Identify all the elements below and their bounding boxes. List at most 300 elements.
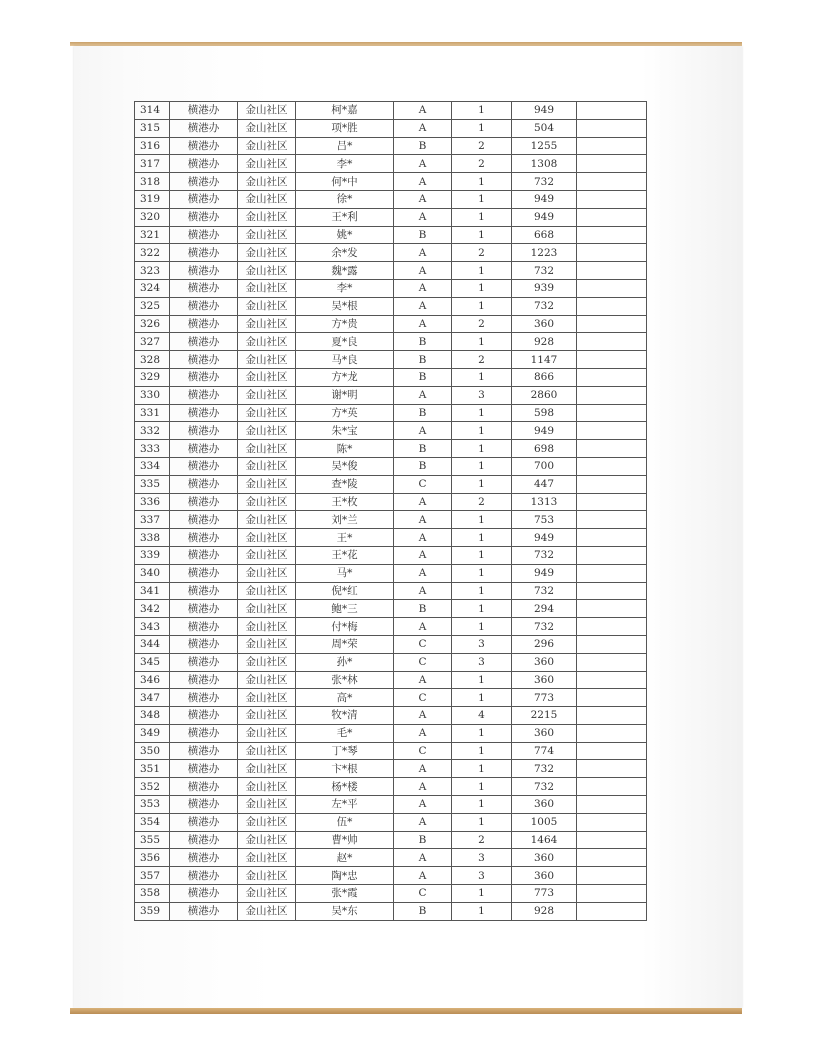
name-cell: 周*荣 [296,635,394,653]
office-cell: 横港办 [170,902,238,920]
class-cell: A [394,546,452,564]
office-cell: 横港办 [170,831,238,849]
count-cell: 1 [452,546,512,564]
office-cell: 横港办 [170,671,238,689]
office-cell: 横港办 [170,262,238,280]
community-cell: 金山社区 [238,742,296,760]
count-cell: 1 [452,262,512,280]
office-cell: 横港办 [170,208,238,226]
community-cell: 金山社区 [238,208,296,226]
office-cell: 横港办 [170,102,238,120]
row-number: 327 [135,333,170,351]
count-cell: 1 [452,742,512,760]
count-cell: 1 [452,297,512,315]
table-row [135,831,647,849]
amount-cell: 732 [512,618,577,636]
office-cell: 横港办 [170,742,238,760]
note-cell [577,546,647,564]
amount-cell: 773 [512,689,577,707]
background [0,0,816,44]
note-cell [577,529,647,547]
class-cell: A [394,813,452,831]
office-cell: 横港办 [170,564,238,582]
community-cell: 金山社区 [238,262,296,280]
class-cell: B [394,831,452,849]
row-number: 324 [135,279,170,297]
name-cell: 王*利 [296,208,394,226]
amount-cell: 1464 [512,831,577,849]
row-number: 315 [135,119,170,137]
note-cell [577,297,647,315]
table-row [135,849,647,867]
name-cell: 李* [296,155,394,173]
row-number: 323 [135,262,170,280]
count-cell: 1 [452,511,512,529]
name-cell: 柯*嘉 [296,102,394,120]
table-row [135,404,647,422]
community-cell: 金山社区 [238,297,296,315]
row-number: 329 [135,368,170,386]
table-row [135,493,647,511]
count-cell: 1 [452,618,512,636]
table-row [135,582,647,600]
name-cell: 鲍*三 [296,600,394,618]
count-cell: 1 [452,404,512,422]
count-cell: 1 [452,724,512,742]
table-row [135,529,647,547]
name-cell: 方*龙 [296,368,394,386]
table-row [135,440,647,458]
name-cell: 徐* [296,190,394,208]
count-cell: 2 [452,831,512,849]
office-cell: 横港办 [170,368,238,386]
name-cell: 毛* [296,724,394,742]
name-cell: 张*霞 [296,885,394,903]
office-cell: 横港办 [170,635,238,653]
count-cell: 1 [452,119,512,137]
count-cell: 3 [452,653,512,671]
community-cell: 金山社区 [238,404,296,422]
office-cell: 横港办 [170,653,238,671]
note-cell [577,635,647,653]
community-cell: 金山社区 [238,582,296,600]
name-cell: 倪*红 [296,582,394,600]
community-cell: 金山社区 [238,119,296,137]
row-number: 330 [135,386,170,404]
amount-cell: 447 [512,475,577,493]
community-cell: 金山社区 [238,600,296,618]
table-row [135,351,647,369]
community-cell: 金山社区 [238,244,296,262]
class-cell: B [394,226,452,244]
row-number: 333 [135,440,170,458]
name-cell: 刘*兰 [296,511,394,529]
row-number: 357 [135,867,170,885]
name-cell: 陶*忠 [296,867,394,885]
amount-cell: 928 [512,902,577,920]
community-cell: 金山社区 [238,475,296,493]
note-cell [577,600,647,618]
table-row [135,333,647,351]
table-row [135,457,647,475]
row-number: 325 [135,297,170,315]
note-cell [577,226,647,244]
note-cell [577,618,647,636]
amount-cell: 949 [512,190,577,208]
table-row [135,386,647,404]
class-cell: A [394,297,452,315]
row-number: 338 [135,529,170,547]
row-number: 353 [135,796,170,814]
community-cell: 金山社区 [238,457,296,475]
count-cell: 2 [452,493,512,511]
table-row [135,885,647,903]
note-cell [577,724,647,742]
count-cell: 1 [452,208,512,226]
table-row [135,778,647,796]
count-cell: 3 [452,849,512,867]
note-cell [577,244,647,262]
name-cell: 夏*良 [296,333,394,351]
office-cell: 横港办 [170,529,238,547]
count-cell: 1 [452,564,512,582]
community-cell: 金山社区 [238,279,296,297]
name-cell: 吴*根 [296,297,394,315]
class-cell: B [394,600,452,618]
office-cell: 横港办 [170,119,238,137]
amount-cell: 1223 [512,244,577,262]
office-cell: 横港办 [170,582,238,600]
count-cell: 1 [452,173,512,191]
note-cell [577,885,647,903]
amount-cell: 949 [512,529,577,547]
row-number: 319 [135,190,170,208]
count-cell: 1 [452,368,512,386]
name-cell: 伍* [296,813,394,831]
name-cell: 王*花 [296,546,394,564]
class-cell: B [394,902,452,920]
row-number: 337 [135,511,170,529]
class-cell: A [394,778,452,796]
table-row [135,422,647,440]
class-cell: C [394,689,452,707]
row-number: 342 [135,600,170,618]
row-number: 331 [135,404,170,422]
amount-cell: 294 [512,600,577,618]
table-row [135,155,647,173]
count-cell: 1 [452,796,512,814]
row-number: 341 [135,582,170,600]
class-cell: A [394,386,452,404]
office-cell: 横港办 [170,724,238,742]
class-cell: C [394,885,452,903]
class-cell: A [394,511,452,529]
class-cell: C [394,475,452,493]
office-cell: 横港办 [170,760,238,778]
table-row [135,244,647,262]
office-cell: 横港办 [170,333,238,351]
office-cell: 横港办 [170,404,238,422]
note-cell [577,564,647,582]
community-cell: 金山社区 [238,173,296,191]
row-number: 346 [135,671,170,689]
table-row [135,653,647,671]
class-cell: A [394,493,452,511]
count-cell: 1 [452,778,512,796]
count-cell: 3 [452,867,512,885]
office-cell: 横港办 [170,457,238,475]
table-row [135,475,647,493]
note-cell [577,208,647,226]
note-cell [577,707,647,725]
row-number: 339 [135,546,170,564]
community-cell: 金山社区 [238,724,296,742]
class-cell: A [394,173,452,191]
count-cell: 1 [452,475,512,493]
note-cell [577,102,647,120]
count-cell: 1 [452,279,512,297]
class-cell: A [394,244,452,262]
count-cell: 1 [452,582,512,600]
community-cell: 金山社区 [238,315,296,333]
office-cell: 横港办 [170,475,238,493]
table-row [135,796,647,814]
amount-cell: 949 [512,208,577,226]
amount-cell: 732 [512,173,577,191]
table-row [135,635,647,653]
row-number: 321 [135,226,170,244]
row-number: 352 [135,778,170,796]
class-cell: A [394,529,452,547]
count-cell: 1 [452,422,512,440]
table-row [135,742,647,760]
row-number: 316 [135,137,170,155]
community-cell: 金山社区 [238,885,296,903]
table-row [135,119,647,137]
table-row [135,297,647,315]
note-cell [577,333,647,351]
amount-cell: 1147 [512,351,577,369]
class-cell: B [394,457,452,475]
amount-cell: 866 [512,368,577,386]
name-cell: 项*胜 [296,119,394,137]
amount-cell: 1255 [512,137,577,155]
office-cell: 横港办 [170,867,238,885]
community-cell: 金山社区 [238,760,296,778]
table-row [135,279,647,297]
office-cell: 横港办 [170,190,238,208]
row-number: 354 [135,813,170,831]
class-cell: B [394,351,452,369]
name-cell: 马* [296,564,394,582]
name-cell: 查*陵 [296,475,394,493]
community-cell: 金山社区 [238,813,296,831]
amount-cell: 949 [512,422,577,440]
row-number: 355 [135,831,170,849]
amount-cell: 732 [512,546,577,564]
count-cell: 2 [452,351,512,369]
row-number: 358 [135,885,170,903]
amount-cell: 296 [512,635,577,653]
table-row [135,760,647,778]
name-cell: 姚* [296,226,394,244]
note-cell [577,796,647,814]
name-cell: 杨*楼 [296,778,394,796]
row-number: 317 [135,155,170,173]
name-cell: 李* [296,279,394,297]
count-cell: 1 [452,457,512,475]
amount-cell: 949 [512,564,577,582]
count-cell: 2 [452,244,512,262]
office-cell: 横港办 [170,351,238,369]
amount-cell: 360 [512,315,577,333]
office-cell: 横港办 [170,244,238,262]
table-row [135,724,647,742]
note-cell [577,760,647,778]
count-cell: 2 [452,137,512,155]
note-cell [577,440,647,458]
name-cell: 张*林 [296,671,394,689]
office-cell: 横港办 [170,155,238,173]
name-cell: 余*发 [296,244,394,262]
table-row [135,618,647,636]
name-cell: 赵* [296,849,394,867]
community-cell: 金山社区 [238,440,296,458]
class-cell: C [394,742,452,760]
community-cell: 金山社区 [238,102,296,120]
row-number: 347 [135,689,170,707]
community-cell: 金山社区 [238,155,296,173]
amount-cell: 1308 [512,155,577,173]
class-cell: A [394,724,452,742]
community-cell: 金山社区 [238,849,296,867]
office-cell: 横港办 [170,226,238,244]
name-cell: 吕* [296,137,394,155]
community-cell: 金山社区 [238,422,296,440]
row-number: 348 [135,707,170,725]
amount-cell: 773 [512,885,577,903]
community-cell: 金山社区 [238,546,296,564]
office-cell: 横港办 [170,778,238,796]
amount-cell: 360 [512,849,577,867]
class-cell: B [394,368,452,386]
community-cell: 金山社区 [238,778,296,796]
table-row [135,173,647,191]
office-cell: 横港办 [170,279,238,297]
row-number: 326 [135,315,170,333]
class-cell: A [394,279,452,297]
table-row [135,813,647,831]
note-cell [577,653,647,671]
table-row [135,600,647,618]
note-cell [577,457,647,475]
row-number: 340 [135,564,170,582]
note-cell [577,351,647,369]
count-cell: 1 [452,190,512,208]
name-cell: 左*平 [296,796,394,814]
row-number: 349 [135,724,170,742]
amount-cell: 732 [512,760,577,778]
desk-edge-bottom [70,1008,742,1014]
class-cell: B [394,137,452,155]
community-cell: 金山社区 [238,618,296,636]
amount-cell: 598 [512,404,577,422]
table-row [135,368,647,386]
name-cell: 王* [296,529,394,547]
count-cell: 1 [452,529,512,547]
note-cell [577,279,647,297]
class-cell: A [394,190,452,208]
community-cell: 金山社区 [238,635,296,653]
count-cell: 1 [452,671,512,689]
row-number: 336 [135,493,170,511]
amount-cell: 700 [512,457,577,475]
amount-cell: 753 [512,511,577,529]
name-cell: 方*贵 [296,315,394,333]
amount-cell: 732 [512,297,577,315]
table-row [135,546,647,564]
community-cell: 金山社区 [238,226,296,244]
amount-cell: 1313 [512,493,577,511]
name-cell: 陈* [296,440,394,458]
class-cell: A [394,760,452,778]
amount-cell: 668 [512,226,577,244]
office-cell: 横港办 [170,796,238,814]
roster-table [134,101,647,921]
community-cell: 金山社区 [238,529,296,547]
row-number: 328 [135,351,170,369]
table-row [135,315,647,333]
amount-cell: 360 [512,796,577,814]
class-cell: A [394,671,452,689]
note-cell [577,831,647,849]
count-cell: 1 [452,440,512,458]
table-row [135,226,647,244]
amount-cell: 732 [512,582,577,600]
class-cell: B [394,333,452,351]
note-cell [577,422,647,440]
note-cell [577,368,647,386]
table-row [135,689,647,707]
note-cell [577,173,647,191]
class-cell: C [394,635,452,653]
office-cell: 横港办 [170,297,238,315]
class-cell: A [394,849,452,867]
note-cell [577,137,647,155]
class-cell: A [394,208,452,226]
table-row [135,208,647,226]
note-cell [577,689,647,707]
name-cell: 孙* [296,653,394,671]
office-cell: 横港办 [170,546,238,564]
name-cell: 卞*根 [296,760,394,778]
count-cell: 1 [452,760,512,778]
table-row [135,262,647,280]
office-cell: 横港办 [170,440,238,458]
amount-cell: 360 [512,653,577,671]
amount-cell: 698 [512,440,577,458]
community-cell: 金山社区 [238,493,296,511]
amount-cell: 2860 [512,386,577,404]
office-cell: 横港办 [170,422,238,440]
office-cell: 横港办 [170,849,238,867]
note-cell [577,315,647,333]
note-cell [577,671,647,689]
community-cell: 金山社区 [238,796,296,814]
count-cell: 1 [452,333,512,351]
table-row [135,867,647,885]
amount-cell: 2215 [512,707,577,725]
